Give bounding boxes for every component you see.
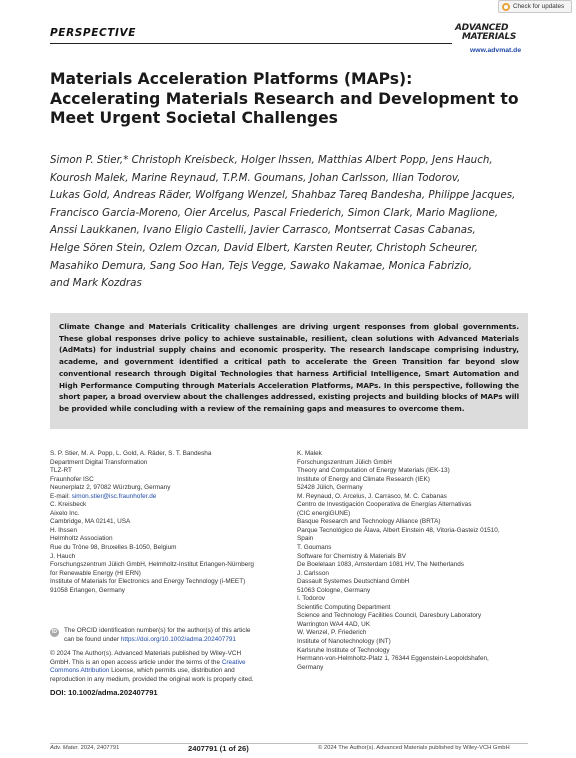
affiliation-line: Science and Technology Facilities Council, Daresbury Laboratory [297,612,482,620]
footer-divider [50,743,528,744]
affiliation-line: Theory and Computation of Energy Materials (IEK-13) [297,467,450,475]
affiliation-line: 91058 Erlangen, Germany [50,586,125,594]
footer-copyright: © 2024 The Author(s). Advanced Materials published by Wiley-VCH GmbH [318,745,510,751]
affiliation-line: Scientific Computing Department [297,603,391,611]
author-line: Kourosh Malek, Marine Reynaud, T.P.M. Goumans, Johan Carlsson, Ilian Todorov, [50,171,461,184]
journal-logo-line2: MATERIALS [462,32,517,42]
affiliation-line: Dassault Systemes Deutschland GmbH [297,578,410,586]
affiliation-line: Forschungszentrum Jülich GmbH, Helmholtz-Institut Erlangen-Nürnberg [50,561,254,569]
affiliation-line: I. Todorov [297,595,325,603]
affiliation-line: Warrington WA4 4AD, UK [297,620,371,628]
footer-citation [50,745,119,751]
license-note [50,650,288,684]
orcid-line [64,636,250,645]
affiliation-line: 51063 Cologne, Germany [297,586,371,594]
affiliation-line: TLZ-RT [50,467,72,475]
author-line: Francisco Garcia-Moreno, Oier Arcelus, Pascal Friederich, Simon Clark, Mario Maglione, [50,206,499,219]
affiliation-line: T. Goumans [297,544,332,552]
affiliation-line: Neunerplatz 2, 97082 Würzburg, Germany [50,484,171,492]
author-line: Anssi Laukkanen, Ivano Eligio Castelli, Javier Carrasco, Montserrat Casas Cabanas, [50,224,476,237]
abstract-text: Climate Change and Materials Criticality challenges are driving urgent responses from global governments. These global responses drive policy to achieve sustainable, resilient, clean solutions with Advanced Materials (AdMats) for industrial supply chains and economic prosperity. The research landscape comprising industry, academe, and government identified a critical path to accelerate the Green Transition far beyond slow conventional research through Digital Technologies that harness Artificial Intelligence, Smart Automation and High Performance Computing through Materials Acceleration Platforms, MAPs. In this perspective, following the short paper, a broad overview about the challenges addressed, existing projects and building blocks of MAPs will be provided while concluding with a review of the remaining gaps and measures to overcome them. [59,322,519,413]
affiliation-line: Aixelo Inc. [50,509,80,517]
affiliation-line: Fraunhofer ISC [50,475,94,483]
affiliation-line: (CIC energiGUNE) [297,509,351,517]
license-prefix: GmbH. This is an open access article under the terms of the [50,658,221,666]
abstract-box [50,313,528,429]
affiliation-line: K. Malek [297,450,322,457]
affiliation-line: Centro de Investigación Cooperativa de Energías Alternativas [297,501,472,509]
email-link[interactable]: simon.stier@isc.fraunhofer.de [71,492,157,500]
author-line: Masahiko Demura, Sang Soo Han, Tejs Vegge, Sawako Nakamae, Monica Fabrizio, [50,259,473,272]
commons-attribution-link[interactable]: Commons Attribution [50,667,110,675]
article-notes [50,627,288,698]
affiliation-line: Basque Research and Technology Alliance (BRTA) [297,518,441,526]
orcid-doi-link[interactable]: https://doi.org/10.1002/adma.202407791 [120,635,236,643]
doi-line: DOI: 10.1002/adma.202407791 [50,688,158,698]
orcid-prefix: can be found under [64,635,120,643]
email-line [50,493,288,502]
license-line: © 2024 The Author(s). Advanced Materials published by Wiley-VCH [50,650,242,658]
affiliation-line: Germany [297,663,324,671]
affiliation-line: Software for Chemistry & Materials BV [297,552,407,560]
license-line [50,667,288,676]
license-suffix: License, which permits use, distribution and [111,667,235,675]
orcid-note [50,627,288,644]
affiliation-line: Spain [297,535,314,543]
affiliation-line: Cambridge, MA 02141, USA [50,518,131,526]
author-list [50,152,526,293]
journal-url-link[interactable]: www.advmat.de [470,47,522,54]
affiliation-line: Helmholtz Association [50,535,113,543]
affiliation-line: De Boelelaan 1083, Amsterdam 1081 HV, The Netherlands [297,561,464,569]
orcid-text [64,627,250,644]
affiliation-line: 52428 Jülich, Germany [297,484,363,492]
author-line: Helge Sören Stein, Ozlem Ozcan, David Elbert, Karsten Reuter, Christoph Scheurer, [50,241,478,254]
orcid-icon: ID [52,629,57,635]
affiliation-line: Department Digital Transformation [50,458,148,466]
creative-link[interactable]: Creative [221,658,246,666]
author-line: Lukas Gold, Andreas Räder, Wolfgang Wenzel, Shahbaz Tareq Bandesha, Philippe Jacques, [50,189,516,202]
article-title: Materials Acceleration Platforms (MAPs): Accelerating Materials Research and Development to Meet Urgent Societal Challenges [50,70,519,128]
affiliation-line: Parque Tecnológico de Álava, Albert Einstein 48, Vitoria-Gasteiz 01510, [297,526,500,534]
affiliation-line: H. Ihssen [50,526,77,534]
section-label: PERSPECTIVE [50,27,137,39]
affiliations-left-column [50,450,288,595]
header-divider [50,43,452,44]
license-line [50,659,288,668]
affiliation-line: J. Hauch [50,552,76,560]
author-line: and Mark Kozdras [50,277,142,290]
orcid-line: The ORCID identification number(s) for the author(s) of this article [64,627,251,634]
footer-year-article: 2024, 2407791 [80,745,120,751]
affiliation-line: Institute of Nanotechnology (INT) [297,638,391,646]
update-icon [502,3,510,11]
affiliation-line: Karlsruhe Institute of Technology [297,646,390,654]
email-label: E-mail: [50,492,70,500]
footer-journal-abbrev: Adv. Mater. [50,745,79,751]
footer-page-info: 2407791 (1 of 26) [188,744,249,753]
affiliation-line: C. Kreisbeck [50,501,87,509]
affiliation-line: Hermann-von-Helmholtz-Platz 1, 76344 Eggenstein-Leopoldshafen, [297,655,489,663]
license-line: reproduction in any medium, provided the original work is properly cited. [50,675,254,683]
check-for-updates-label: Check for updates [513,3,565,10]
author-line: Simon P. Stier,* Christoph Kreisbeck, Holger Ihssen, Matthias Albert Popp, Jens Hauch, [50,154,493,166]
affiliation-line: Institute of Energy and Climate Research (IEK) [297,475,430,483]
affiliation-line: Rue du Trône 98, Bruxelles B-1050, Belgium [50,544,177,552]
affiliation-line: Institute of Materials for Electronics and Energy Technology (i-MEET) [50,578,246,586]
affiliations-right-column [297,450,533,672]
check-for-updates-badge[interactable] [498,0,572,13]
journal-logo-line1: ADVANCED [455,23,509,33]
affiliation-line: for Renewable Energy (HI ERN) [50,569,141,577]
affiliation-line: M. Reynaud, O. Arcelus, J. Carrasco, M. C. Cabanas [297,492,447,500]
affiliation-line: J. Carlsson [297,569,329,577]
journal-logo [455,24,531,42]
affiliation-line: S. P. Stier, M. A. Popp, L. Gold, A. Räder, S. T. Bandesha [50,450,212,457]
affiliation-line: Forschungszentrum Jülich GmbH [297,458,392,466]
affiliation-line: W. Wenzel, P. Friederich [297,629,367,637]
